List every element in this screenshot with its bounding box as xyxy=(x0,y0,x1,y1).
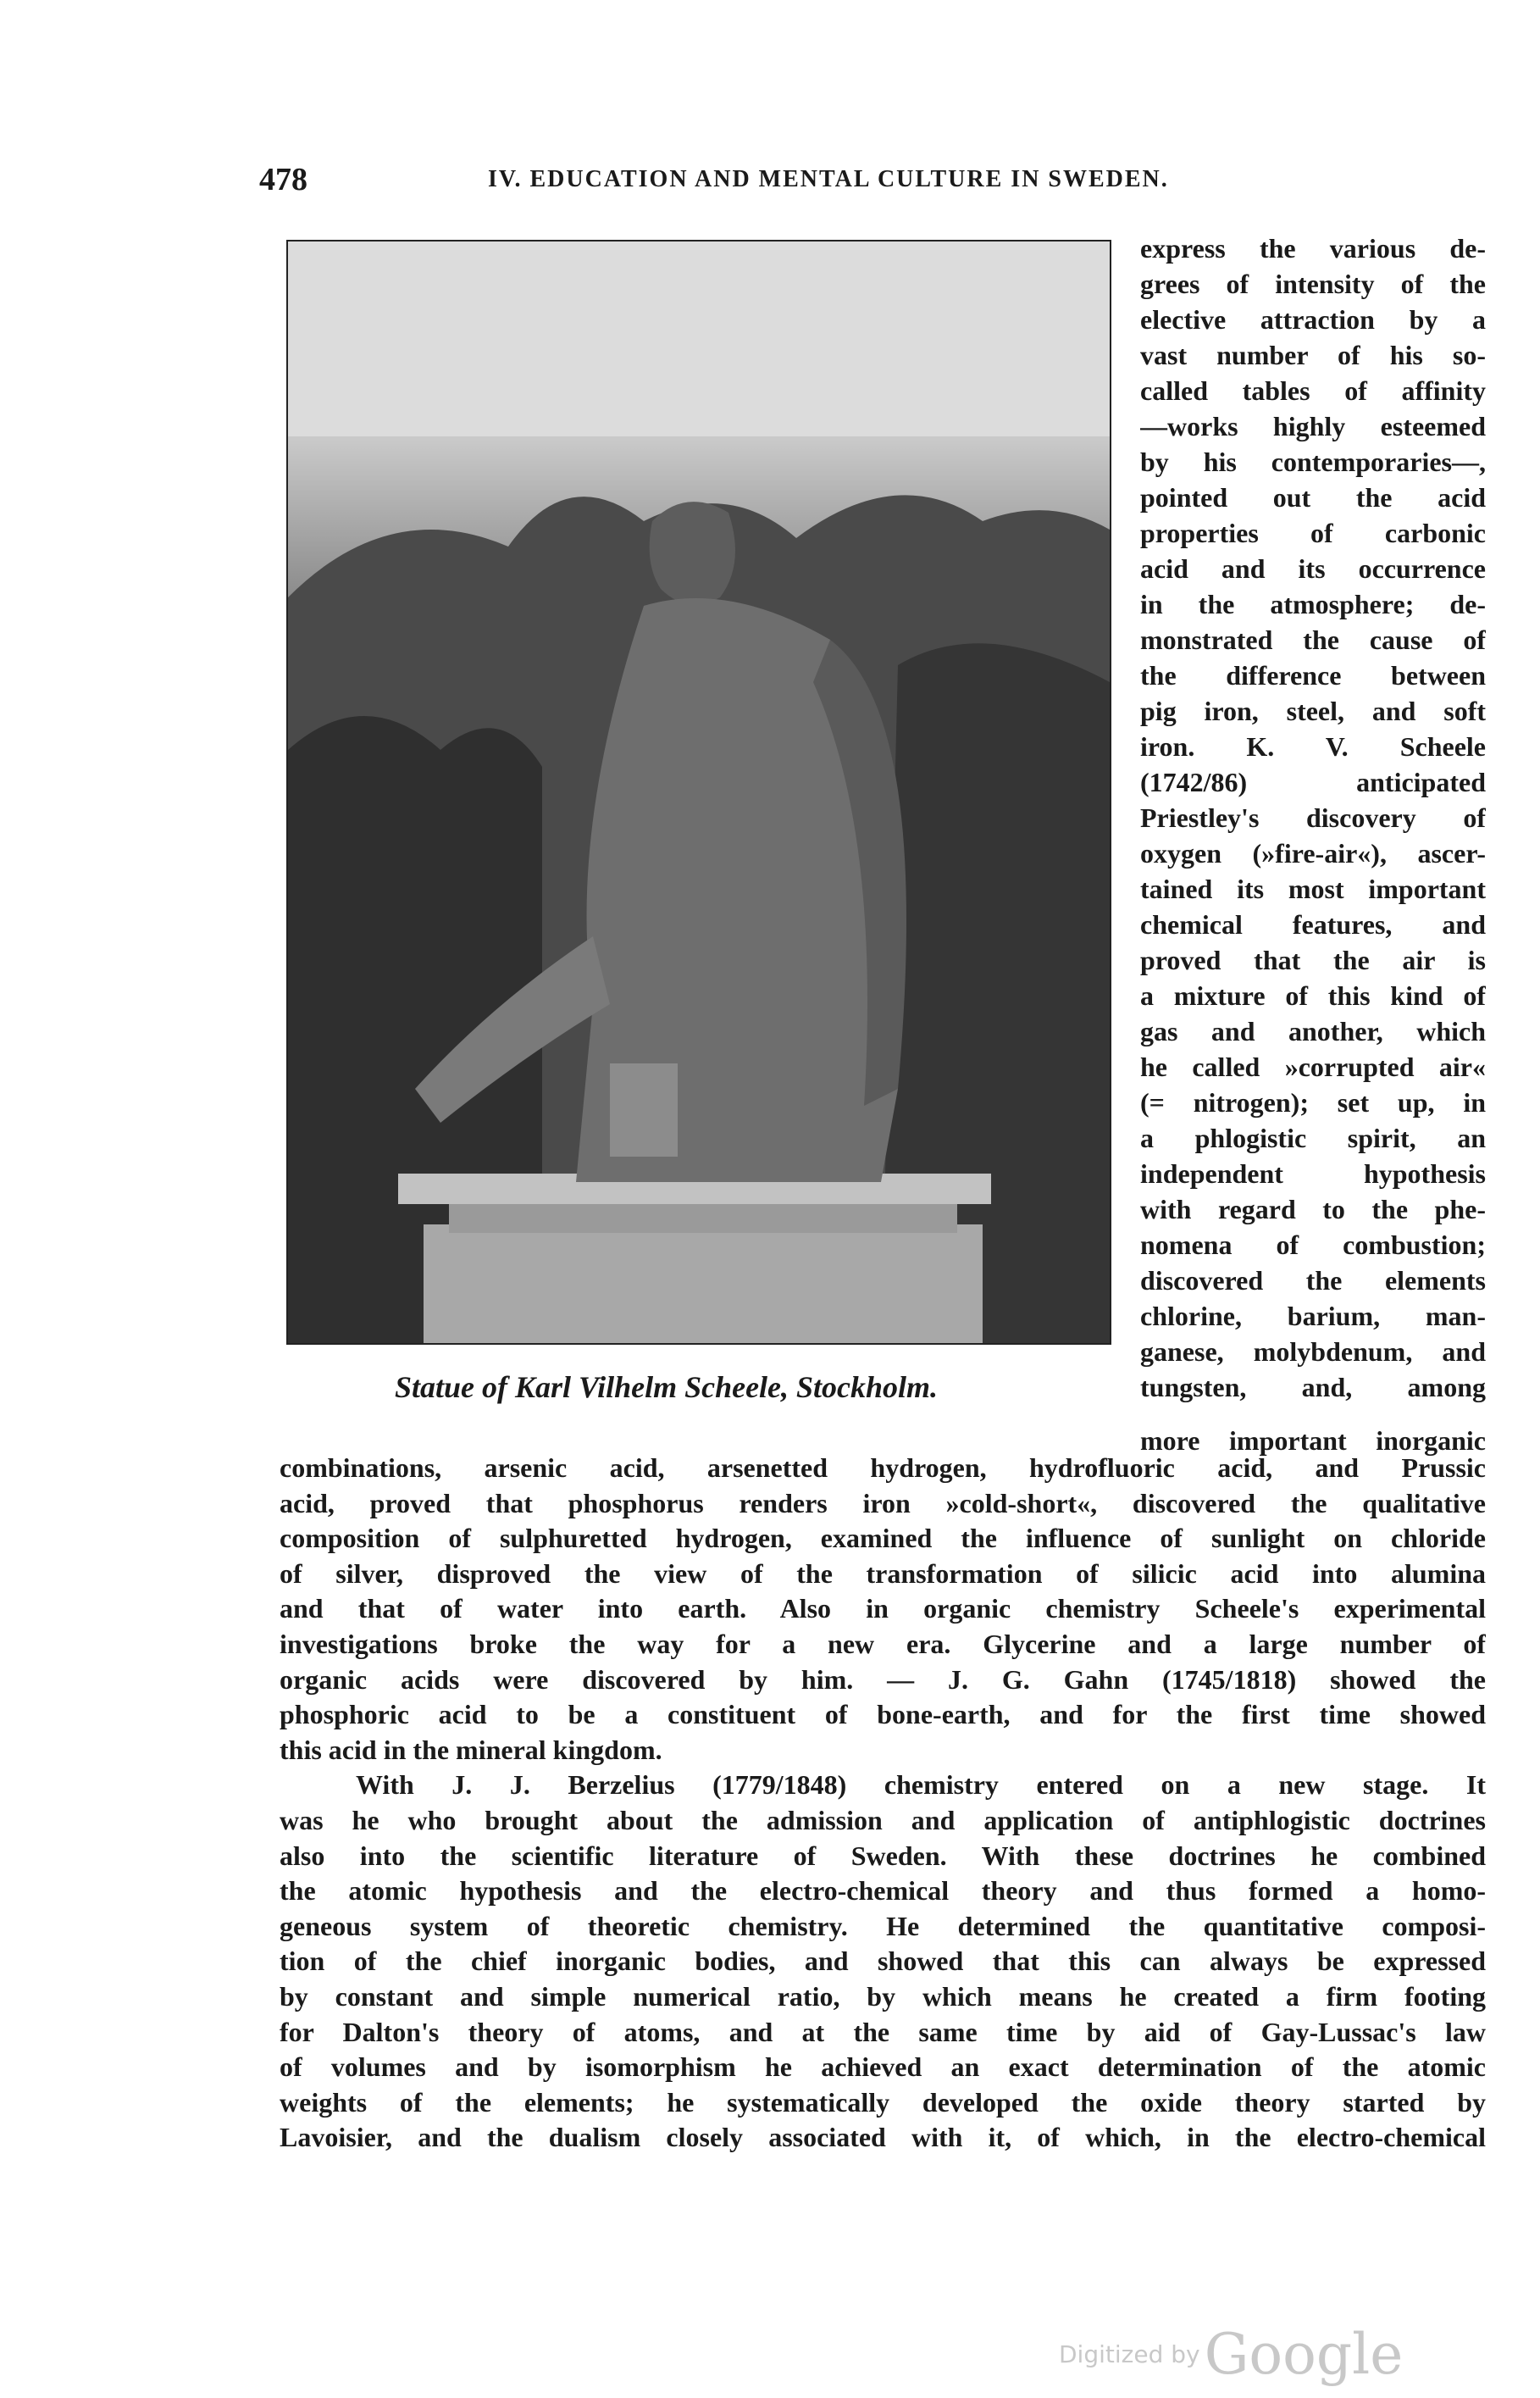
side-line: grees of intensity of the xyxy=(1140,269,1486,299)
body-line: for Dalton's theory of atoms, and at the same time by aid of Gay-Lussac's law xyxy=(280,2016,1486,2047)
side-line: the difference between xyxy=(1140,660,1486,691)
body-line: of volumes and by isomorphism he achieved an exact determination of the atomic xyxy=(280,2051,1486,2083)
side-line: in the atmosphere; de- xyxy=(1140,589,1486,619)
side-line: independent hypothesis xyxy=(1140,1158,1486,1189)
side-line: monstrated the cause of xyxy=(1140,624,1486,655)
side-line: elective attraction by a xyxy=(1140,304,1486,335)
side-line: gas and another, which xyxy=(1140,1016,1486,1046)
side-column xyxy=(1140,230,1486,1405)
body-line: acid, proved that phosphorus renders iron »cold-short«, discovered the qualitative xyxy=(280,1487,1486,1518)
digitization-watermark xyxy=(1059,2322,1403,2387)
side-line: pointed out the acid xyxy=(1140,482,1486,513)
side-line: ganese, molybdenum, and xyxy=(1140,1336,1486,1367)
watermark-brand: Google xyxy=(1204,2322,1404,2387)
body-line: investigations broke the way for a new era. Glycerine and a large number of xyxy=(280,1628,1486,1659)
body-line: With J. J. Berzelius (1779/1848) chemistry entered on a new stage. It xyxy=(356,1769,1486,1801)
body-line: this acid in the mineral kingdom. xyxy=(280,1734,662,1765)
side-line: by his contemporaries—, xyxy=(1140,447,1486,477)
side-line: a mixture of this kind of xyxy=(1140,980,1486,1011)
side-line: express the various de- xyxy=(1140,233,1486,264)
running-head xyxy=(259,161,1487,203)
side-line: vast number of his so- xyxy=(1140,340,1486,370)
body-line: organic acids were discovered by him. — J. G. Gahn (1745/1818) showed the xyxy=(280,1663,1486,1695)
side-line: proved that the air is xyxy=(1140,945,1486,975)
figure-caption: Statue of Karl Vilhelm Scheele, Stockholm. xyxy=(395,1370,939,1404)
running-title: IV. EDUCATION AND MENTAL CULTURE IN SWEDEN. xyxy=(488,166,1169,192)
side-line: chlorine, barium, man- xyxy=(1140,1301,1486,1331)
watermark-prefix: Digitized by xyxy=(1059,2340,1200,2368)
body-line: combinations, arsenic acid, arsenetted hydrogen, hydrofluoric acid, and Prussic xyxy=(280,1452,1486,1483)
body-line: of silver, disproved the view of the transformation of silicic acid into alumina xyxy=(280,1557,1486,1589)
side-line: pig iron, steel, and soft xyxy=(1140,696,1486,726)
side-line: with regard to the phe- xyxy=(1140,1194,1486,1224)
side-line: chemical features, and xyxy=(1140,909,1486,940)
body-line: Lavoisier, and the dualism closely associated with it, of which, in the electro-chemical xyxy=(280,2122,1486,2153)
body-line: was he who brought about the admission and application of antiphlogistic doctrines xyxy=(280,1804,1486,1835)
side-line: tungsten, and, among xyxy=(1140,1372,1486,1402)
side-line: a phlogistic spirit, an xyxy=(1140,1123,1486,1153)
side-line: called tables of affinity xyxy=(1140,375,1486,406)
side-line: he called »corrupted air« xyxy=(1140,1052,1486,1082)
side-line: Priestley's discovery of xyxy=(1140,802,1486,833)
statue-illustration xyxy=(288,241,1110,1343)
side-line: nomena of combustion; xyxy=(1140,1230,1486,1260)
transition-line: more important inorganic xyxy=(1140,1425,1486,1456)
statue-photograph xyxy=(286,240,1111,1345)
side-line: —works highly esteemed xyxy=(1140,411,1486,441)
side-line: acid and its occurrence xyxy=(1140,553,1486,584)
page-number: 478 xyxy=(259,162,307,197)
side-line: discovered the elements xyxy=(1140,1265,1486,1296)
body-line: phosphoric acid to be a constituent of bone-earth, and for the first time showed xyxy=(280,1699,1486,1730)
body-line: and that of water into earth. Also in organic chemistry Scheele's experimental xyxy=(280,1593,1486,1624)
body-line: by constant and simple numerical ratio, by which means he created a firm footing xyxy=(280,1980,1486,2012)
side-line: iron. K. V. Scheele xyxy=(1140,731,1486,762)
side-line: (1742/86) anticipated xyxy=(1140,767,1486,797)
body-line: composition of sulphuretted hydrogen, examined the influence of sunlight on chloride xyxy=(280,1523,1486,1554)
body-line: tion of the chief inorganic bodies, and showed that this can always be expressed xyxy=(280,1946,1486,1977)
side-line: (= nitrogen); set up, in xyxy=(1140,1087,1486,1118)
body-line: the atomic hypothesis and the electro-chemical theory and thus formed a homo- xyxy=(280,1875,1486,1907)
body-line: weights of the elements; he systematically developed the oxide theory started by xyxy=(280,2086,1486,2118)
body-line: geneous system of theoretic chemistry. He determined the quantitative composi- xyxy=(280,1910,1486,1941)
side-line: properties of carbonic xyxy=(1140,518,1486,548)
body-line: also into the scientific literature of Sweden. With these doctrines he combined xyxy=(280,1840,1486,1871)
side-line: oxygen (»fire-air«), ascer- xyxy=(1140,838,1486,869)
body-text xyxy=(280,1451,1486,2156)
side-line: tained its most important xyxy=(1140,874,1486,904)
